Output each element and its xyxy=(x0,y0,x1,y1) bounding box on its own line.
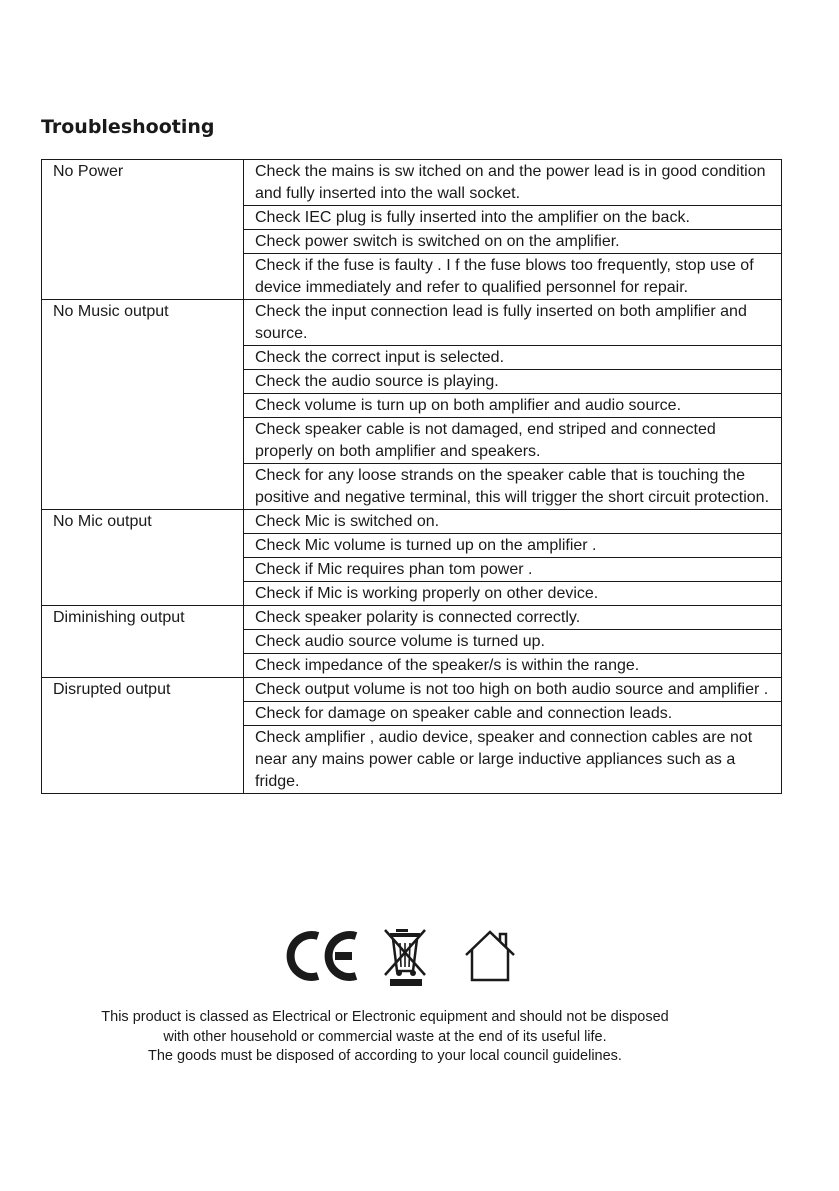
crossed-out-wheelie-bin-icon xyxy=(382,927,430,987)
table-row xyxy=(42,678,782,702)
check-cell: Check if Mic is working properly on other device. xyxy=(244,582,782,606)
issue-cell: No Mic output xyxy=(42,510,244,606)
disposal-line-2: with other household or commercial waste at the end of its useful life. xyxy=(163,1028,607,1045)
issue-cell: No Power xyxy=(42,160,244,300)
issue-cell: Disrupted output xyxy=(42,678,244,794)
check-cell: Check amplifier , audio device, speaker and connection cables are not near any mains power cable or large inductive appliances such as a fridge. xyxy=(244,726,782,794)
check-cell: Check the input connection lead is fully inserted on both amplifier and source. xyxy=(244,300,782,346)
check-cell: Check Mic is switched on. xyxy=(244,510,782,534)
check-cell: Check for any loose strands on the speaker cable that is touching the positive and negative terminal, this will trigger the short circuit protection. xyxy=(244,464,782,510)
disposal-line-3: The goods must be disposed of according to your local council guidelines. xyxy=(148,1048,622,1064)
table-row xyxy=(42,300,782,346)
check-cell: Check power switch is switched on on the amplifier. xyxy=(244,230,782,254)
issue-cell: No Music output xyxy=(42,300,244,510)
compliance-logos xyxy=(285,927,520,987)
table-row xyxy=(42,510,782,534)
check-cell: Check IEC plug is fully inserted into the amplifier on the back. xyxy=(244,206,782,230)
issue-cell: Diminishing output xyxy=(42,606,244,678)
table-row xyxy=(42,606,782,630)
check-cell: Check the audio source is playing. xyxy=(244,370,782,394)
troubleshooting-table xyxy=(41,159,782,794)
disposal-line-1: This product is classed as Electrical or Electronic equipment and should not be disposed xyxy=(101,1009,669,1025)
check-cell: Check if Mic requires phan tom power . xyxy=(244,558,782,582)
check-cell: Check Mic volume is turned up on the amplifier . xyxy=(244,534,782,558)
check-cell: Check output volume is not too high on both audio source and amplifier . xyxy=(244,678,782,702)
page-title: Troubleshooting xyxy=(41,116,215,138)
check-cell: Check speaker polarity is connected correctly. xyxy=(244,606,782,630)
check-cell: Check if the fuse is faulty . I f the fuse blows too frequently, stop use of device immediately and refer to qualified personnel for repair. xyxy=(244,254,782,300)
check-cell: Check the mains is sw itched on and the power lead is in good condition and fully inserted into the wall socket. xyxy=(244,160,782,206)
house-icon xyxy=(462,929,518,983)
check-cell: Check volume is turn up on both amplifier and audio source. xyxy=(244,394,782,418)
check-cell: Check for damage on speaker cable and connection leads. xyxy=(244,702,782,726)
disposal-notice xyxy=(0,1008,770,1067)
check-cell: Check audio source volume is turned up. xyxy=(244,630,782,654)
check-cell: Check the correct input is selected. xyxy=(244,346,782,370)
check-cell: Check speaker cable is not damaged, end striped and connected properly on both amplifier and speakers. xyxy=(244,418,782,464)
table-row xyxy=(42,160,782,206)
check-cell: Check impedance of the speaker/s is within the range. xyxy=(244,654,782,678)
ce-mark-icon xyxy=(285,930,361,982)
